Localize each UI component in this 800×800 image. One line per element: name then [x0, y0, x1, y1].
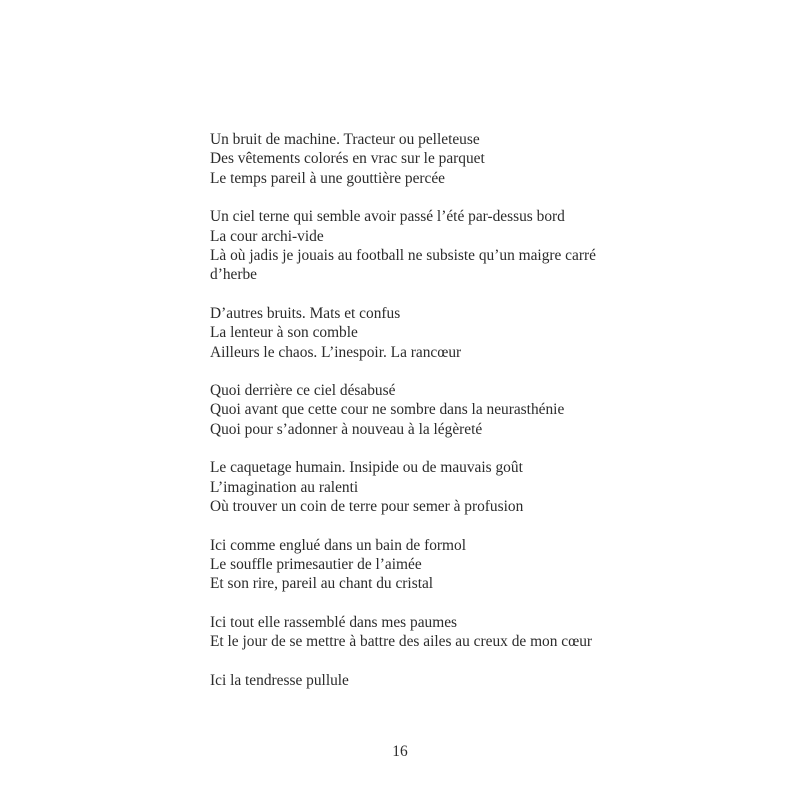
poem-line: Où trouver un coin de terre pour semer à profusion [210, 498, 524, 516]
stanza-6 [210, 536, 630, 594]
poem-line: Là où jadis je jouais au football ne subsiste qu’un maigre carré d’herbe [210, 247, 596, 284]
poem-line: Et son rire, pareil au chant du cristal [210, 575, 434, 593]
poem-line: Le temps pareil à une gouttière percée [210, 169, 446, 187]
poem-line: Ici tout elle rassemblé dans mes paumes [210, 613, 458, 631]
poem-line: Et le jour de se mettre à battre des ailes au creux de mon cœur [210, 633, 593, 651]
poem-line: Un ciel terne qui semble avoir passé l’été par-dessus bord [210, 208, 565, 226]
stanza-8 [210, 671, 630, 690]
poem-line: Le souffle primesautier de l’aimée [210, 555, 422, 573]
stanza-1 [210, 130, 630, 188]
stanza-7 [210, 613, 630, 652]
stanza-3 [210, 304, 630, 362]
poem-line: Ici la tendresse pullule [210, 671, 349, 689]
stanza-4 [210, 381, 630, 439]
page-number: 16 [392, 743, 408, 760]
poem-line: La cour archi-vide [210, 227, 324, 245]
poem-line: Un bruit de machine. Tracteur ou pelleteuse [210, 131, 480, 148]
stanza-5 [210, 458, 630, 516]
poem-line: La lenteur à son comble [210, 324, 358, 342]
poem-line: L’imagination au ralenti [210, 478, 359, 496]
poem-body [210, 130, 630, 709]
poem-line: Quoi derrière ce ciel désabusé [210, 382, 396, 400]
poem-line: Quoi avant que cette cour ne sombre dans la neurasthénie [210, 401, 565, 419]
stanza-2 [210, 207, 630, 285]
poem-line: Quoi pour s’adonner à nouveau à la légèreté [210, 420, 483, 438]
poem-line: D’autres bruits. Mats et confus [210, 304, 401, 322]
poem-line: Le caquetage humain. Insipide ou de mauvais goût [210, 459, 523, 477]
poem-line: Des vêtements colorés en vrac sur le parquet [210, 150, 485, 168]
poem-line: Ailleurs le chaos. L’inespoir. La rancœur [210, 343, 462, 361]
poem-line: Ici comme englué dans un bain de formol [210, 536, 467, 554]
